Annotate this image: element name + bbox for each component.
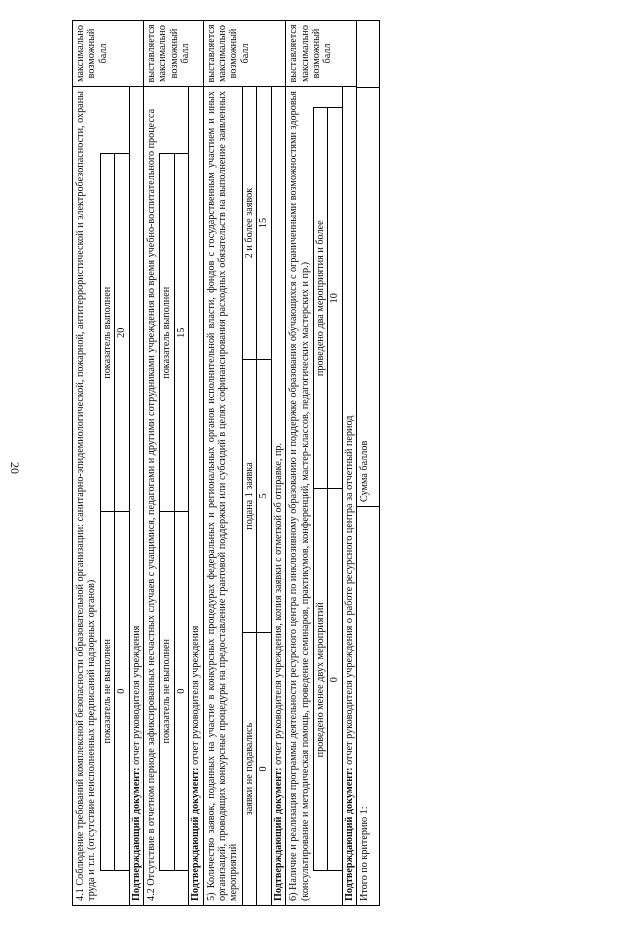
supporting-document: Подтверждающий документ: отчет руководителя учреждения	[129, 87, 143, 905]
score-value: 0	[175, 688, 187, 694]
score-header: проведено два мероприятия и более	[314, 108, 327, 490]
score-rule: выставляется максимально возможный балл	[144, 21, 203, 87]
supporting-document: Подтверждающий документ: отчет руководителя учреждения	[188, 87, 202, 905]
criterion-row-4-1	[73, 21, 144, 905]
criterion-text: 6) Наличие и реализация программы деятельности ресурсного центра по инклюзивному образованию и поддержке образования обучающихся с ограниченными возможностями здоровья (консультирование и методическая помощь, проведение семинаров, практикумов, конференций, мастер-классов, педагогических мастерских и пр.)	[288, 91, 311, 901]
supporting-document: Подтверждающий документ: отчет руководителя учреждения, копия заявки с отметкой об отправке, пр.	[271, 87, 285, 905]
rotated-page	[72, 20, 525, 906]
score-header: показатель не выполнен	[101, 639, 113, 744]
score-header: подана 1 заявка	[243, 360, 256, 633]
score-value: 10	[328, 108, 341, 490]
score-value: 20	[115, 154, 128, 513]
criterion-text: 4.2 Отсутствие в отчетном периоде зафиксированных несчастных случаев с учащимися, педагогами и другими сотрудниками учреждения во время учебно-воспитательного процесса	[146, 108, 158, 901]
score-header: показатель выполнен	[101, 154, 114, 513]
criterion-row-5	[204, 21, 286, 905]
score-value: 15	[257, 87, 270, 360]
criterion-text: 4.1 Соблюдение требований комплексной безопасности образовательной организации: санитарно-эпидемиологической, пожарной, антитеррористической и электробезопасности, охраны труда и т.п. (отсутствие неисполненных предписаний надзорных органов)	[75, 91, 98, 901]
score-header: показатель не выполнен	[161, 639, 173, 744]
criterion-row-4-2	[144, 21, 204, 905]
score-value: 0	[329, 677, 341, 683]
criteria-table	[72, 20, 380, 906]
score-value: 0	[116, 688, 128, 694]
supporting-document: Подтверждающий документ: отчет руководителя учреждения о работе ресурсного центра за отчетный период	[342, 87, 356, 905]
page-number: 20	[8, 462, 22, 474]
score-header: показатель выполнен	[160, 154, 173, 513]
score-value: 5	[257, 360, 270, 633]
total-value: Сумма баллов	[357, 88, 379, 507]
score-value: 0	[258, 766, 270, 772]
criterion-row-6	[286, 21, 357, 905]
total-side-cell	[357, 21, 379, 88]
score-header: заявки не подавались	[243, 722, 255, 816]
score-rule: максимально возможный балл	[73, 21, 143, 87]
score-rule: выставляется максимально возможный балл	[204, 21, 285, 87]
total-label: Итого по критерию 1:	[359, 806, 371, 901]
score-header: проведено менее двух мероприятий	[314, 602, 326, 758]
score-value: 15	[175, 154, 188, 513]
total-row	[357, 21, 379, 905]
criterion-text: 5) Количество заявок, поданных на участие в конкурсных процедурах федеральных и региональных органов исполнительной власти, фондов с государственным участием и иных организаций, проводящих конкурсные процедуры на предоставление грантовой поддержки или субсидий в целях софинансирования расходных обязательств на выполнение заявленных мероприятий	[205, 91, 240, 901]
score-header: 2 и более заявок	[243, 87, 256, 360]
score-rule: выставляется максимально возможный балл	[286, 21, 356, 87]
